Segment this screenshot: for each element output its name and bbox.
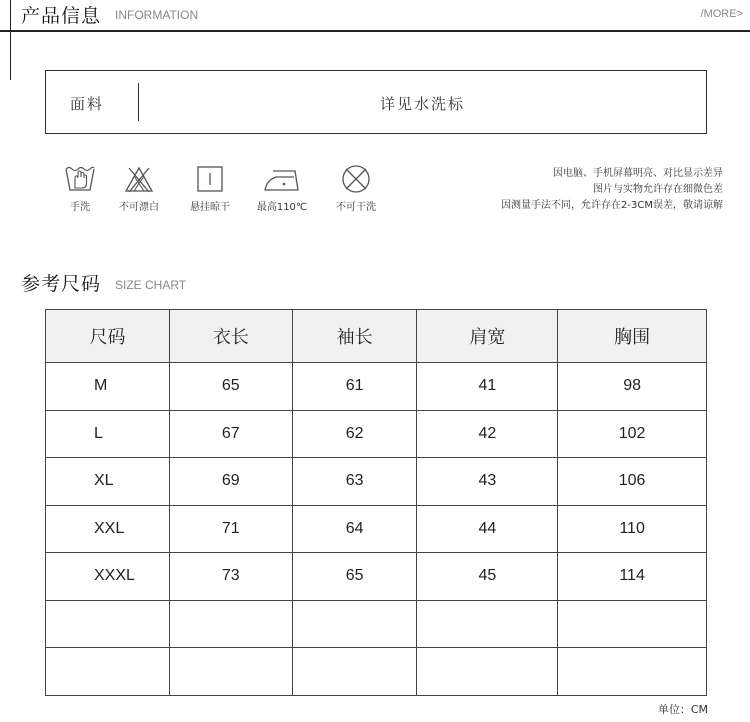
care-no-dry-clean — [321, 164, 391, 213]
cell-shoulder — [417, 648, 558, 696]
hang-dry-icon — [193, 164, 227, 194]
cell-chest: 102 — [558, 410, 707, 458]
cell-size: XXL — [46, 505, 170, 553]
cell-chest: 110 — [558, 505, 707, 553]
cell-shoulder: 45 — [417, 553, 558, 601]
header-divider — [0, 30, 750, 32]
care-no-bleach — [104, 164, 174, 213]
cell-shoulder: 44 — [417, 505, 558, 553]
cell-length: 71 — [169, 505, 292, 553]
cell-sleeve — [292, 648, 417, 696]
note-line: 因电脑、手机屏幕明亮、对比显示差异 — [553, 168, 723, 179]
cell-size: XL — [46, 458, 170, 506]
size-chart-title: 参考尺码 — [21, 273, 102, 295]
cell-length: 65 — [169, 363, 292, 411]
cell-sleeve: 65 — [292, 553, 417, 601]
section-title: 产品信息 — [21, 5, 102, 27]
no-dry-clean-icon — [339, 164, 373, 194]
cell-length: 69 — [169, 458, 292, 506]
cell-chest: 114 — [558, 553, 707, 601]
fabric-box — [45, 70, 707, 134]
table-row — [46, 505, 707, 553]
cell-length: 73 — [169, 553, 292, 601]
table-row — [46, 363, 707, 411]
cell-length — [169, 600, 292, 648]
cell-length: 67 — [169, 410, 292, 458]
cell-size: M — [46, 363, 170, 411]
care-label-hang-dry: 悬挂晾干 — [190, 202, 230, 213]
header-size: 尺码 — [46, 310, 170, 363]
care-iron — [247, 164, 317, 213]
cell-chest: 98 — [558, 363, 707, 411]
table-row-empty — [46, 600, 707, 648]
care-hang-dry — [175, 164, 245, 213]
cell-chest — [558, 600, 707, 648]
care-label-no-bleach: 不可漂白 — [119, 202, 159, 213]
note-line: 图片与实物允许存在细微色差 — [593, 184, 723, 195]
cell-size — [46, 600, 170, 648]
unit-label: 单位：CM — [657, 703, 708, 716]
table-row — [46, 553, 707, 601]
header-sleeve: 袖长 — [292, 310, 417, 363]
care-label-hand-wash: 手洗 — [70, 202, 90, 213]
cell-size: XXXL — [46, 553, 170, 601]
header-chest: 胸围 — [558, 310, 707, 363]
cell-chest — [558, 648, 707, 696]
note-line: 因测量手法不同，允许存在2-3CM误差，敬请谅解 — [501, 200, 723, 211]
header-length: 衣长 — [169, 310, 292, 363]
header-accent-line — [10, 0, 11, 80]
section-subtitle: INFORMATION — [115, 8, 199, 22]
cell-shoulder: 43 — [417, 458, 558, 506]
cell-sleeve: 61 — [292, 363, 417, 411]
care-label-iron: 最高110℃ — [256, 202, 308, 213]
cell-sleeve — [292, 600, 417, 648]
fabric-value: 详见水洗标 — [379, 95, 465, 113]
hand-wash-icon — [63, 164, 97, 194]
cell-size: L — [46, 410, 170, 458]
table-row — [46, 410, 707, 458]
size-chart-subtitle: SIZE CHART — [115, 278, 187, 292]
cell-sleeve: 63 — [292, 458, 417, 506]
care-label-no-dry-clean: 不可干洗 — [336, 202, 376, 213]
cell-sleeve: 64 — [292, 505, 417, 553]
more-link[interactable]: /MORE> — [700, 8, 743, 20]
cell-sleeve: 62 — [292, 410, 417, 458]
table-header-row — [46, 310, 707, 363]
table-row-empty — [46, 648, 707, 696]
fabric-label: 面料 — [70, 95, 105, 113]
cell-shoulder — [417, 600, 558, 648]
cell-size — [46, 648, 170, 696]
iron-icon — [262, 164, 302, 194]
size-chart-table — [45, 309, 707, 696]
table-row — [46, 458, 707, 506]
no-bleach-icon — [122, 164, 156, 194]
cell-shoulder: 42 — [417, 410, 558, 458]
cell-chest: 106 — [558, 458, 707, 506]
disclaimer-notes — [501, 166, 723, 214]
header-shoulder: 肩宽 — [417, 310, 558, 363]
cell-shoulder: 41 — [417, 363, 558, 411]
cell-length — [169, 648, 292, 696]
